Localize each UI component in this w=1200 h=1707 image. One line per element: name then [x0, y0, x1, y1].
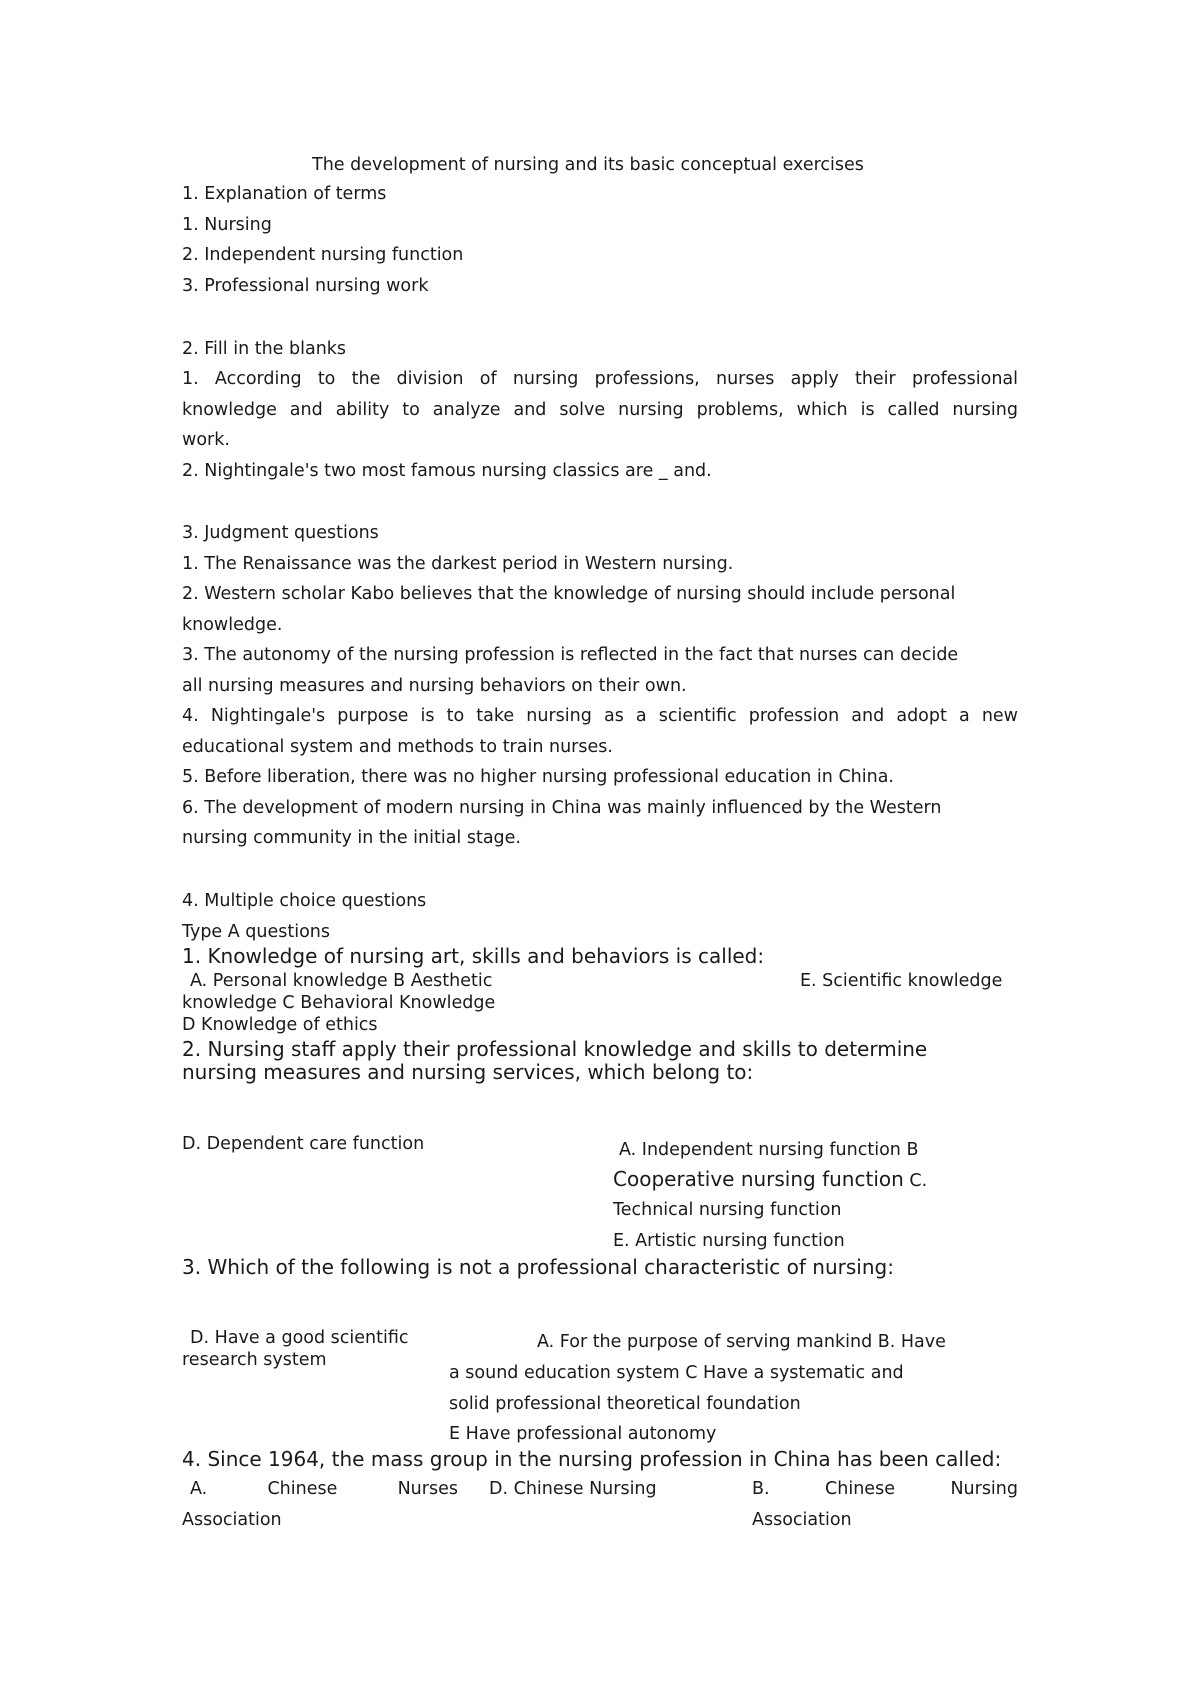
mc-q1-option-e: E. Scientific knowledge	[800, 971, 1003, 991]
mc-q1-option-ab: A. Personal knowledge B Aesthetic	[190, 971, 493, 991]
mc-q3-option-d-line: D. Have a good scientific	[190, 1328, 409, 1348]
mc-q4-stem: 4. Since 1964, the mass group in the nursing profession in China has been called:	[182, 1447, 1002, 1471]
judgment-q1: 1. The Renaissance was the darkest period in Western nursing.	[182, 554, 734, 574]
mc-q3-stem: 3. Which of the following is not a professional characteristic of nursing:	[182, 1255, 894, 1279]
mc-q4-option-d: D. Chinese Nursing	[489, 1479, 657, 1499]
judgment-q4-line: educational system and methods to train nurses.	[182, 737, 613, 757]
section-4-heading: 4. Multiple choice questions	[182, 891, 427, 911]
mc-q4-option-b-word: Nursing	[950, 1479, 1018, 1499]
judgment-q6-line: 6. The development of modern nursing in China was mainly influenced by the Western	[182, 798, 942, 818]
mc-q2-option-d: D. Dependent care function	[182, 1134, 425, 1154]
mc-q3-option-e: E Have professional autonomy	[449, 1424, 717, 1444]
section-2-heading: 2. Fill in the blanks	[182, 339, 347, 359]
term-item: 3. Professional nursing work	[182, 276, 429, 296]
mc-q4-option-a-word: Nurses	[397, 1479, 458, 1499]
judgment-q2-line: 2. Western scholar Kabo believes that the knowledge of nursing should include personal	[182, 584, 956, 604]
fill-q1-line: work.	[182, 430, 230, 450]
mc-q2-option-c-label: C.	[909, 1171, 928, 1191]
mc-q3-option-ab: A. For the purpose of serving mankind B. Have	[537, 1332, 946, 1352]
fill-q1-line: knowledge and ability to analyze and solve nursing problems, which is called nursing	[182, 400, 1018, 420]
fill-q2: 2. Nightingale's two most famous nursing classics are _ and.	[182, 461, 712, 481]
judgment-q6-line: nursing community in the initial stage.	[182, 828, 521, 848]
mc-q2-option-ab: A. Independent nursing function B	[619, 1140, 919, 1160]
mc-q4-option-b-line2: Association	[752, 1510, 852, 1530]
mc-q2-option-b-text: Cooperative nursing function	[613, 1167, 904, 1191]
mc-q3-option-c-cont: solid professional theoretical foundation	[449, 1394, 801, 1414]
term-item: 1. Nursing	[182, 215, 272, 235]
section-1-heading: 1. Explanation of terms	[182, 184, 387, 204]
judgment-q4-line: 4. Nightingale's purpose is to take nursing as a scientific profession and adopt a new	[182, 706, 1018, 726]
mc-q4-option-b	[752, 1478, 1018, 1500]
mc-q4-option-a-line2: Association	[182, 1510, 282, 1530]
document-title: The development of nursing and its basic conceptual exercises	[312, 155, 864, 175]
judgment-q3-line: all nursing measures and nursing behaviors on their own.	[182, 676, 687, 696]
mc-q2-option-e: E. Artistic nursing function	[613, 1231, 845, 1251]
mc-q2-option-b-cont	[613, 1167, 927, 1192]
mc-q4-option-b-word: B.	[752, 1479, 770, 1499]
mc-q1-option-d: D Knowledge of ethics	[182, 1015, 378, 1035]
mc-q4-option-a-word: A.	[190, 1479, 208, 1499]
judgment-q5: 5. Before liberation, there was no higher nursing professional education in China.	[182, 767, 894, 787]
section-3-heading: 3. Judgment questions	[182, 523, 379, 543]
mc-q3-option-bc: a sound education system C Have a systematic and	[449, 1363, 904, 1383]
mc-q4-option-a	[190, 1478, 458, 1500]
fill-q1-line: 1. According to the division of nursing professions, nurses apply their professional	[182, 369, 1018, 389]
judgment-q3-line: 3. The autonomy of the nursing profession is reflected in the fact that nurses can decide	[182, 645, 959, 665]
type-a-label: Type A questions	[182, 922, 331, 942]
mc-q2-stem-line: nursing measures and nursing services, which belong to:	[182, 1060, 754, 1084]
mc-q4-option-a-word: Chinese	[267, 1479, 338, 1499]
mc-q3-option-d-line: research system	[182, 1350, 327, 1370]
mc-q2-stem-line: 2. Nursing staff apply their professional knowledge and skills to determine	[182, 1037, 928, 1061]
term-item: 2. Independent nursing function	[182, 245, 464, 265]
mc-q2-option-c: Technical nursing function	[613, 1200, 842, 1220]
judgment-q2-line: knowledge.	[182, 615, 283, 635]
mc-q1-stem: 1. Knowledge of nursing art, skills and behaviors is called:	[182, 944, 765, 968]
mc-q1-option-c: knowledge C Behavioral Knowledge	[182, 993, 496, 1013]
mc-q4-option-b-word: Chinese	[825, 1479, 895, 1499]
